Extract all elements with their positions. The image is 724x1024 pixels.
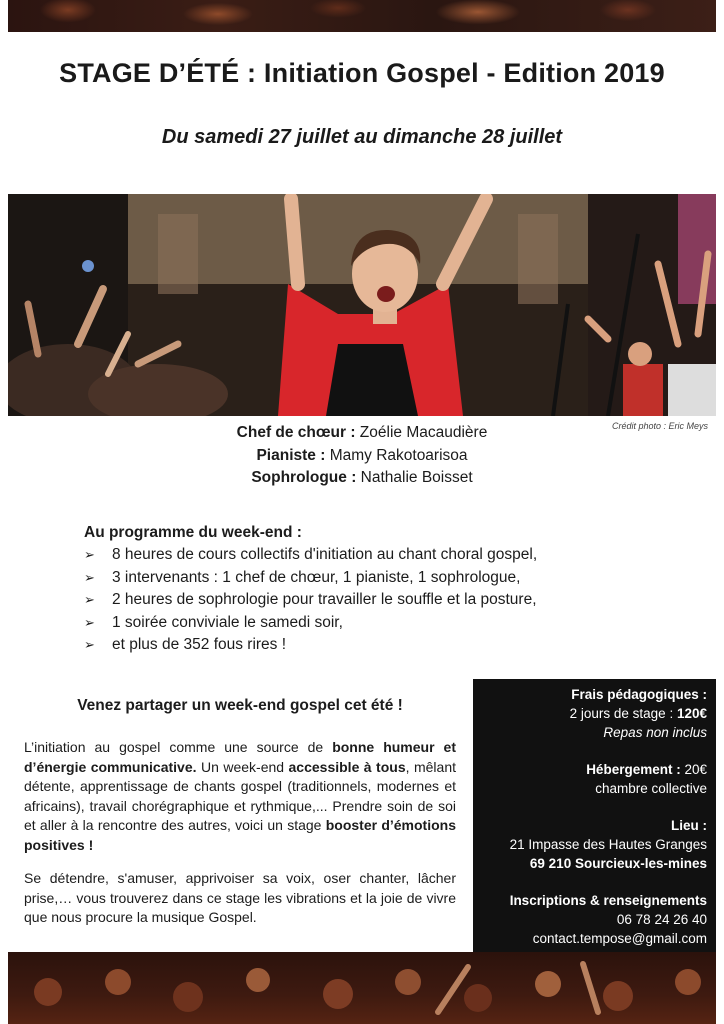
description-paragraph-1: L’initiation au gospel comme une source de bonne humeur et d’énergie communicative. Un week-end accessible à tous, mêlant détente, apprentissage de chants gospel (traditionnels, modernes et africains), travail chorégraphique et rythmique,... Prendre soin de soi et aller à la rencontre des autres, voici un stage booster d’émotions positives ! [24, 739, 456, 853]
contact-label: Inscriptions & renseignements [509, 893, 707, 908]
info-box [473, 679, 716, 952]
contact-email: contact.tempose@gmail.com [532, 931, 707, 946]
place-label: Lieu : [671, 818, 707, 833]
fees-note: Repas non inclus [603, 725, 707, 740]
place-city: 69 210 Sourcieux-les-mines [529, 856, 707, 871]
list-item: ➢ et plus de 352 fous rires ! [84, 634, 644, 657]
contact-block [473, 891, 707, 948]
program-list [84, 544, 644, 657]
lodging-price: 20€ [680, 762, 707, 777]
lodging-line [473, 760, 707, 779]
staff-choir-director: Chef de chœur : Zoélie Macaudière [236, 424, 488, 441]
arrow-bullet-icon: ➢ [84, 547, 95, 562]
list-item: ➢ 3 intervenants : 1 chef de chœur, 1 pianiste, 1 sophrologue, [84, 567, 644, 590]
invite-heading: Venez partager un week-end gospel cet été ! [77, 697, 403, 714]
contact-phone: 06 78 24 26 40 [616, 912, 707, 927]
arrow-bullet-icon: ➢ [84, 614, 95, 630]
photo-credit: Crédit photo : Eric Meys [611, 421, 708, 431]
arrow-bullet-icon: ➢ [84, 592, 95, 607]
staff-sophrologist: Sophrologue : Nathalie Boisset [251, 469, 473, 486]
list-item: ➢ 1 soirée conviviale le samedi soir, [84, 612, 644, 635]
staff-pianist: Pianiste : Mamy Rakotoarisoa [256, 446, 468, 464]
top-crowd-photo-strip [8, 0, 716, 32]
place-street: 21 Impasse des Hautes Granges [509, 837, 707, 852]
choir-photo [8, 194, 716, 416]
fees-line: 2 jours de stage : 120€ [569, 706, 707, 721]
place-block [473, 816, 707, 873]
bottom-crowd-photo-strip [8, 952, 716, 1024]
lodging-label: Hébergement : [586, 762, 681, 777]
fees-label: Frais pédagogiques : [571, 687, 707, 702]
arrow-bullet-icon: ➢ [84, 637, 95, 652]
list-item: ➢ 2 heures de sophrologie pour travailler le souffle et la posture, [84, 589, 644, 612]
fees-block [473, 685, 707, 742]
description-paragraph-2: Se détendre, s'amuser, apprivoiser sa voix, oser chanter, lâcher prise,… vous trouverez dans ce stage les vibrations et la joie de vivre que nous procure la musique Gospel. [24, 870, 456, 926]
list-item: ➢ 8 heures de cours collectifs d'initiation au chant choral gospel, [84, 544, 644, 567]
program-section [84, 522, 644, 657]
page-title: STAGE D’ÉTÉ : Initiation Gospel - Edition 2019 [59, 58, 665, 88]
staff-list [0, 422, 724, 490]
fees-price: 120€ [676, 706, 707, 721]
lodging-type: chambre collective [595, 781, 707, 796]
lodging-block [473, 760, 707, 798]
event-dates: Du samedi 27 juillet au dimanche 28 juillet [161, 126, 563, 148]
arrow-bullet-icon: ➢ [84, 569, 95, 585]
program-title: Au programme du week-end : [84, 524, 302, 541]
